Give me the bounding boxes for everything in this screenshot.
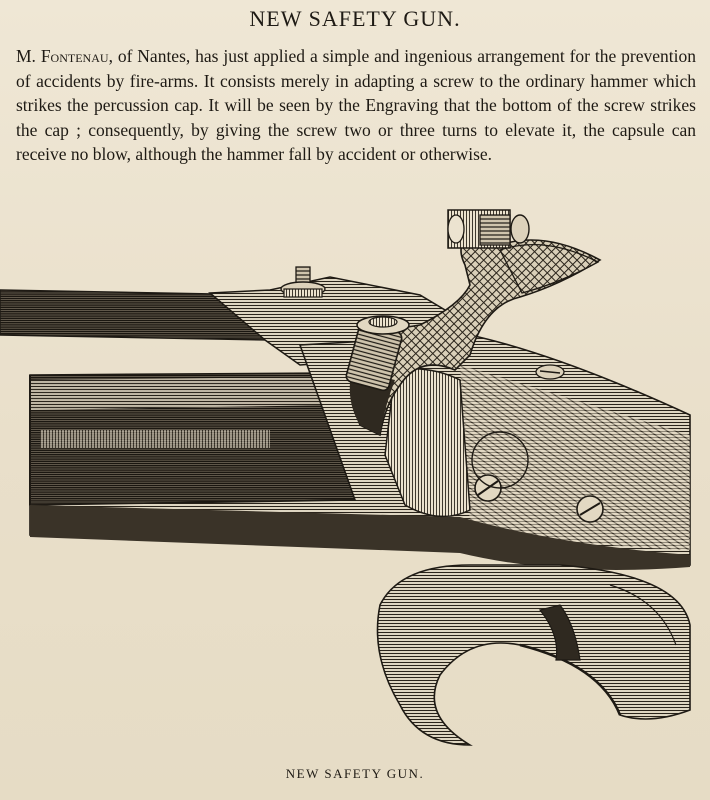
barrel — [30, 373, 360, 505]
trigger-guard — [378, 565, 691, 745]
author-prefix: M. — [16, 46, 36, 66]
author-name: Fontenau — [40, 46, 109, 66]
figure-caption: NEW SAFETY GUN. — [285, 766, 425, 781]
gun-engraving — [0, 205, 710, 750]
article-title: NEW SAFETY GUN. — [249, 6, 461, 31]
article-body — [16, 44, 696, 167]
top-screw — [448, 210, 529, 248]
article-text: , of Nantes, has just applied a simple and ingenious arrangement for the prevention of accidents by fire-arms. It consists merely in adapting a screw to the ordinary hammer which strikes the percussion cap. It will be seen by the Engraving that the bottom of the screw strikes the cap ; consequently, by giving the screw two or three turns to elevate it, the capsule can receive no blow, although the hammer fall by accident or otherwise. — [16, 46, 696, 164]
